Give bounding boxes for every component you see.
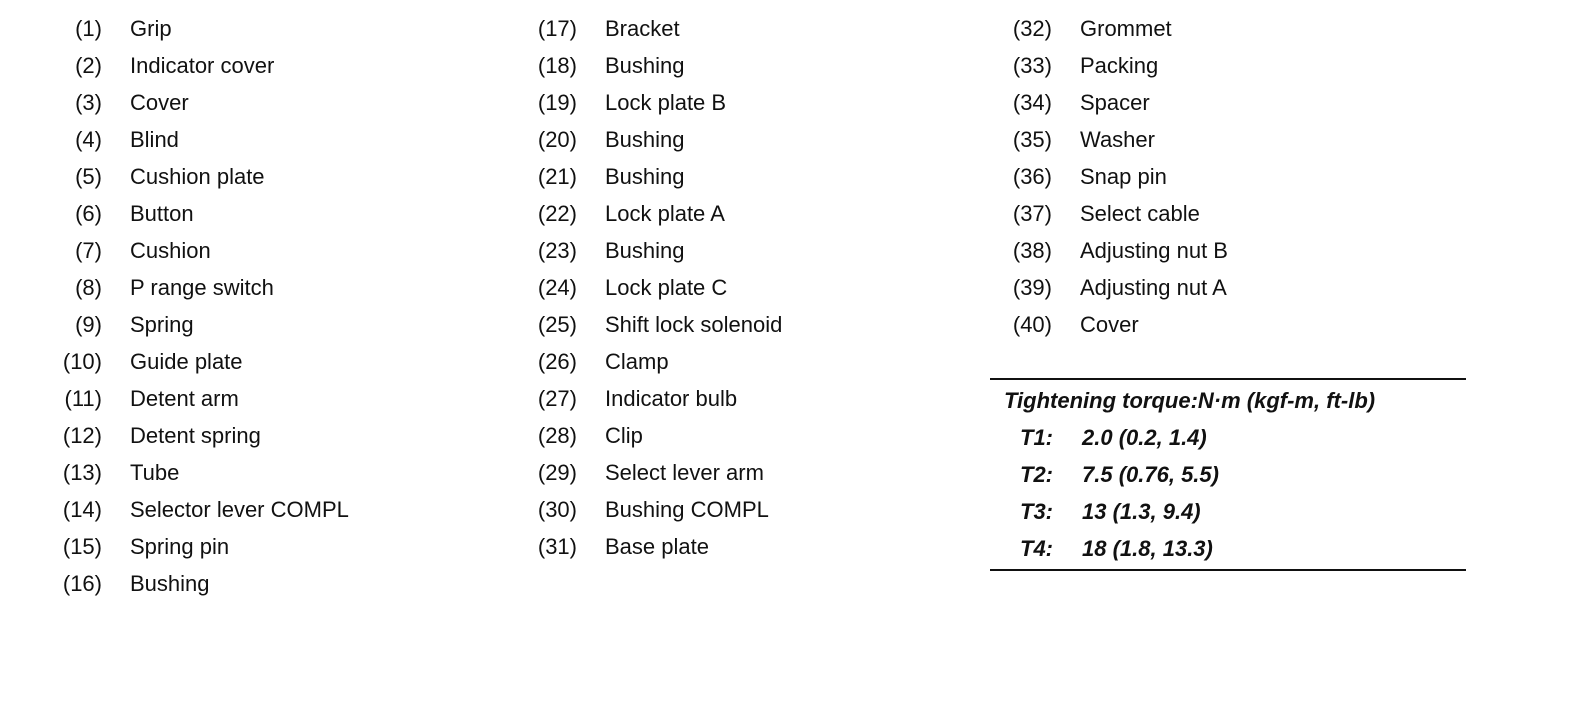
part-number: (9) xyxy=(75,312,102,337)
torque-key: T4: xyxy=(1020,536,1053,561)
part-name: Lock plate C xyxy=(605,275,728,300)
part-number: (32) xyxy=(1012,16,1052,41)
part-name: Bushing xyxy=(605,164,685,189)
part-number: (7) xyxy=(75,238,102,263)
part-name: Blind xyxy=(130,127,179,152)
part-name: Select lever arm xyxy=(605,460,764,485)
part-number: (16) xyxy=(62,571,102,596)
part-number: (25) xyxy=(537,312,577,337)
part-name: Snap pin xyxy=(1080,164,1167,189)
part-number: (11) xyxy=(64,386,102,411)
part-name: Bushing xyxy=(605,53,685,78)
torque-table-title: Tightening torque:N·m (kgf-m, ft-lb) xyxy=(1004,388,1376,413)
part-name: Bushing xyxy=(605,238,685,263)
part-number: (38) xyxy=(1012,238,1052,263)
tightening-torque-table xyxy=(990,378,1466,571)
part-number: (19) xyxy=(537,90,577,115)
part-number: (12) xyxy=(62,423,102,448)
part-number: (40) xyxy=(1012,312,1052,337)
part-number: (10) xyxy=(62,349,102,374)
part-name: Indicator cover xyxy=(130,53,275,78)
part-number: (1) xyxy=(75,16,102,41)
part-number: (2) xyxy=(75,53,102,78)
part-number: (22) xyxy=(537,201,577,226)
part-name: Base plate xyxy=(605,534,709,559)
part-number: (5) xyxy=(75,164,102,189)
part-name: Bracket xyxy=(605,16,680,41)
part-number: (8) xyxy=(75,275,102,300)
part-number: (4) xyxy=(75,127,102,152)
part-name: Clamp xyxy=(605,349,669,374)
part-name: Packing xyxy=(1080,53,1159,78)
part-name: Cushion xyxy=(130,238,211,263)
part-number: (23) xyxy=(537,238,577,263)
part-number: (29) xyxy=(537,460,577,485)
part-name: Indicator bulb xyxy=(605,386,738,411)
part-number: (39) xyxy=(1012,275,1052,300)
part-name: Bushing COMPL xyxy=(605,497,769,522)
part-name: Bushing xyxy=(130,571,210,596)
torque-key: T1: xyxy=(1020,425,1053,450)
part-number: (27) xyxy=(537,386,577,411)
part-name: Grommet xyxy=(1080,16,1172,41)
torque-row xyxy=(990,419,1466,456)
part-name: Spring pin xyxy=(130,534,230,559)
torque-row xyxy=(990,456,1466,493)
part-name: Washer xyxy=(1080,127,1155,152)
part-number: (36) xyxy=(1012,164,1052,189)
part-number: (17) xyxy=(537,16,577,41)
part-name: Detent spring xyxy=(130,423,261,448)
part-number: (35) xyxy=(1012,127,1052,152)
part-number: (24) xyxy=(537,275,577,300)
part-name: Guide plate xyxy=(130,349,243,374)
part-name: Grip xyxy=(130,16,172,41)
part-name: Adjusting nut A xyxy=(1080,275,1227,300)
torque-key: T3: xyxy=(1020,499,1053,524)
part-name: Cover xyxy=(130,90,189,115)
part-name: Lock plate A xyxy=(605,201,725,226)
part-name: Cover xyxy=(1080,312,1139,337)
part-name: P range switch xyxy=(130,275,274,300)
torque-value: 13 (1.3, 9.4) xyxy=(1082,499,1201,524)
part-name: Cushion plate xyxy=(130,164,265,189)
part-name: Tube xyxy=(130,460,180,485)
part-number: (31) xyxy=(537,534,577,559)
part-name: Select cable xyxy=(1080,201,1200,226)
part-name: Selector lever COMPL xyxy=(130,497,349,522)
torque-row xyxy=(990,530,1466,567)
part-name: Button xyxy=(130,201,194,226)
torque-key: T2: xyxy=(1020,462,1053,487)
torque-value: 7.5 (0.76, 5.5) xyxy=(1082,462,1219,487)
torque-value: 18 (1.8, 13.3) xyxy=(1082,536,1213,561)
part-number: (18) xyxy=(537,53,577,78)
part-name: Spring xyxy=(130,312,194,337)
part-number: (14) xyxy=(62,497,102,522)
part-number: (34) xyxy=(1012,90,1052,115)
part-name: Clip xyxy=(605,423,643,448)
part-number: (28) xyxy=(537,423,577,448)
part-number: (3) xyxy=(75,90,102,115)
part-number: (30) xyxy=(537,497,577,522)
part-number: (21) xyxy=(537,164,577,189)
torque-row xyxy=(990,493,1466,530)
part-name: Spacer xyxy=(1080,90,1150,115)
part-number: (6) xyxy=(75,201,102,226)
part-number: (20) xyxy=(537,127,577,152)
part-name: Shift lock solenoid xyxy=(605,312,783,337)
part-number: (37) xyxy=(1012,201,1052,226)
torque-value: 2.0 (0.2, 1.4) xyxy=(1082,425,1207,450)
part-name: Bushing xyxy=(605,127,685,152)
part-name: Detent arm xyxy=(130,386,239,411)
part-number: (26) xyxy=(537,349,577,374)
part-number: (33) xyxy=(1012,53,1052,78)
part-name: Lock plate B xyxy=(605,90,727,115)
part-name: Adjusting nut B xyxy=(1080,238,1228,263)
part-number: (15) xyxy=(62,534,102,559)
part-number: (13) xyxy=(62,460,102,485)
